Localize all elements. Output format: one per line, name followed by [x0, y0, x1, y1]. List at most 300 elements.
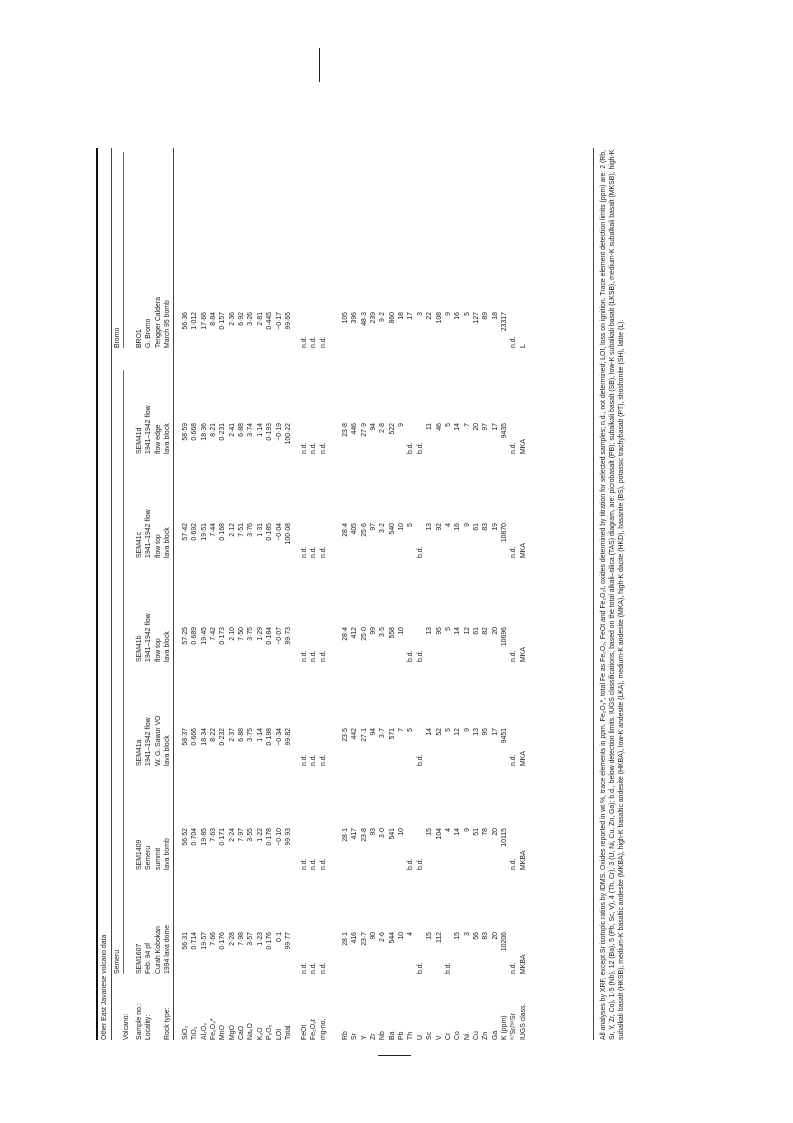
column-header-line: Curah Kobokan: [154, 926, 162, 974]
trace-cell: n.d.: [510, 650, 518, 662]
trace-cell: 9: [463, 728, 471, 732]
major-cell: 0·1: [275, 932, 283, 942]
major-cell: 0·176: [219, 932, 227, 950]
trace-row-label: Pb: [398, 1031, 406, 1040]
trace-cell: 3: [416, 312, 424, 316]
trace-cell: 18: [491, 312, 499, 320]
trace-cell: 93: [370, 828, 378, 836]
trace-cell: 5: [444, 627, 452, 631]
trace-cell: 95: [435, 627, 443, 635]
major-cell: 2·37: [228, 728, 236, 742]
trace-cell: 104: [435, 828, 443, 840]
trace-cell: 9: [463, 828, 471, 832]
trace-cell: 239: [370, 312, 378, 324]
trace-cell: 3·5: [379, 627, 387, 637]
trace-cell: 51: [472, 828, 480, 836]
fe-cell: n.d.: [310, 336, 318, 348]
trace-cell: b.d.: [444, 962, 452, 974]
bromo-underline: [123, 152, 124, 348]
fe-cell: n.d.: [319, 442, 327, 454]
trace-cell: 17: [491, 423, 499, 431]
trace-cell: MKBA: [519, 954, 527, 974]
column-header-line: lava block: [164, 423, 172, 454]
column-header-line: Tengger Caldera: [154, 297, 162, 348]
trace-cell: 97: [370, 523, 378, 531]
trace-row-label: K (ppm): [500, 1015, 508, 1040]
trace-row-label: Cr: [444, 1032, 452, 1040]
fe-row-label: mg-no.: [319, 1018, 327, 1040]
trace-cell: 112: [435, 932, 443, 943]
trace-cell: 92: [435, 523, 443, 531]
column-header-line: March 95 bomb: [164, 300, 172, 348]
fe-cell: n.d.: [301, 336, 308, 348]
major-row-label: TiO₂: [191, 1026, 199, 1040]
major-cell: 18·34: [200, 728, 208, 746]
column-header-line: 1941–1942 flow: [145, 717, 153, 766]
trace-cell: b.d.: [416, 546, 424, 558]
column-header-line: lava block: [164, 631, 172, 662]
major-row-label: P₂O₅: [266, 1024, 274, 1040]
trace-cell: 10: [398, 828, 406, 836]
major-cell: 17·66: [200, 312, 208, 330]
trace-cell: 10: [398, 627, 406, 635]
major-cell: 2·12: [228, 523, 236, 537]
trace-cell: 14: [426, 728, 434, 736]
trace-cell: 25·0: [360, 627, 368, 641]
trace-cell: 20: [491, 932, 499, 940]
trace-cell: 13: [426, 627, 434, 635]
major-cell: 2·41: [228, 423, 236, 437]
major-cell: 1·23: [256, 932, 264, 946]
trace-cell: 5: [407, 728, 415, 732]
table-footnote: All analyses by XRF, except Sr isotopic ratios by IDMS. Oxides reported in wt %, trace elements in ppm. Fe₂O₃*, total Fe as Fe₂O₃; FeOt and Fe₂O₃t, oxides determined by titration for selected samples; n.d., not determined; LOI, loss on ignition. Trace element detection limits (ppm) are: 2 (Rb, Sr, Y, Zr, Co), 1·5 (Nb), 12 (Ba), 5 (Pb, Sc, V), 4 (Th, Cr), 3 (U, Ni, Cu, Zn, Ga); b.d., below detection limits. IUGS classifications, based on the total alkali–silica (TAS) diagram, are: picrobasalt (PB), subalkali basalt (SB), low-K subalkali basalt (LKSB), medium-K subalkali basalt (MKSB), high-K subalkali basalt (HKSB), medium-K basaltic andesite (MKBA), high-K basaltic andesite (HKBA), low-K andesite (LKA), medium-K andesite (MKA), high-K dacite (HKD), basanite (BS), potassic trachybasalt (PT), shoshonite (SH), latite (L).: [600, 149, 625, 1040]
trace-row-label: Zr: [370, 1033, 378, 1040]
trace-cell: 108: [435, 312, 443, 324]
trace-cell: 13: [426, 523, 434, 531]
fe-cell: n.d.: [310, 650, 318, 662]
column-header-line: SEM41d: [136, 427, 143, 454]
trace-row-label: IUGS class.: [519, 1003, 527, 1040]
trace-row-label: V: [435, 1035, 443, 1040]
trace-cell: 5: [444, 423, 452, 427]
header-label: Locality:: [145, 1014, 153, 1040]
trace-cell: 78: [482, 828, 490, 836]
major-row-label: K₂O: [256, 1027, 264, 1040]
trace-cell: 4: [407, 932, 415, 936]
trace-cell: 56: [472, 932, 480, 940]
major-cell: −0·17: [275, 312, 283, 330]
fe-cell: n.d.: [319, 650, 327, 662]
major-cell: 58·59: [182, 423, 189, 441]
trace-cell: 3·2: [379, 523, 387, 533]
major-cell: 2·24: [228, 828, 236, 842]
fe-cell: n.d.: [301, 546, 308, 558]
major-cell: 0·714: [191, 932, 199, 950]
column-header-line: 1941–1942 flow: [145, 405, 153, 454]
trace-cell: 3: [463, 932, 471, 936]
fe-cell: n.d.: [319, 336, 327, 348]
major-cell: 3·26: [247, 312, 255, 326]
major-cell: 3·75: [247, 728, 255, 742]
fe-cell: n.d.: [310, 754, 318, 766]
major-cell: 99·65: [284, 312, 292, 330]
trace-cell: MKA: [519, 543, 527, 558]
major-cell: 7·42: [210, 627, 218, 641]
major-cell: 0·689: [191, 627, 199, 645]
major-cell: 56·36: [182, 312, 189, 330]
trace-cell: 52: [435, 728, 443, 736]
column-header-line: flow edge: [154, 424, 162, 454]
trace-cell: 20: [491, 828, 499, 836]
major-cell: 1·14: [256, 423, 264, 437]
trace-cell: 61: [472, 627, 480, 635]
column-header-line: SEM41c: [136, 531, 143, 558]
trace-cell: 16: [454, 523, 462, 531]
trace-cell: b.d.: [416, 858, 424, 870]
trace-cell: b.d.: [416, 442, 424, 454]
trace-cell: 48·3: [360, 312, 368, 326]
trace-cell: 10206: [500, 932, 508, 952]
major-cell: 0·704: [191, 828, 199, 846]
trace-row-label: Ni: [463, 1033, 471, 1040]
major-cell: −0·34: [275, 728, 283, 746]
trace-cell: 99: [370, 627, 378, 635]
trace-cell: 10696: [500, 627, 508, 647]
trace-cell: 9: [444, 312, 452, 316]
column-header-line: flow top: [154, 638, 162, 662]
major-cell: 3·74: [247, 423, 255, 437]
major-cell: 3·55: [247, 828, 255, 842]
semeru-underline: [123, 370, 124, 974]
trace-cell: 541: [388, 828, 396, 840]
major-cell: 0·171: [219, 828, 227, 846]
trace-cell: 17: [407, 312, 415, 320]
trace-cell: 83: [482, 523, 490, 531]
major-cell: 0·232: [219, 728, 227, 746]
trace-cell: 12: [463, 627, 471, 635]
trace-row-label: ⁸⁷Sr/⁸⁶Sr: [510, 1013, 518, 1040]
major-cell: 99·73: [284, 627, 292, 645]
column-header-line: lava bomb: [164, 838, 172, 870]
trace-cell: 19: [491, 523, 499, 531]
trace-cell: 405: [351, 523, 359, 535]
major-cell: 8·22: [210, 728, 218, 742]
table-title: Other East Javanese volcano data: [101, 934, 108, 1040]
column-header-line: SEM1409: [136, 839, 143, 870]
trace-cell: 3·0: [379, 828, 387, 838]
major-cell: 1·012: [191, 312, 199, 330]
trace-cell: 94: [370, 423, 378, 431]
trace-cell: 5: [444, 728, 452, 732]
major-cell: 0·176: [266, 932, 274, 950]
trace-cell: 23·7: [360, 932, 368, 946]
major-cell: 0·198: [266, 728, 274, 746]
trace-cell: 20: [491, 627, 499, 635]
trace-cell: 416: [351, 932, 359, 944]
major-cell: 7·98: [238, 932, 246, 946]
fe-cell: n.d.: [301, 754, 308, 766]
trace-cell: 446: [351, 423, 359, 435]
trace-cell: 28·4: [342, 523, 349, 537]
major-cell: 99·82: [284, 728, 292, 746]
trace-cell: 46: [435, 423, 443, 431]
title-rule: [111, 148, 112, 1040]
trace-cell: 9: [398, 423, 406, 427]
trace-cell: 5: [407, 523, 415, 527]
trace-cell: n.d.: [510, 754, 518, 766]
major-row-label: Al₂O₃: [200, 1023, 208, 1040]
column-header-line: 1941–1942 flow: [145, 613, 153, 662]
trace-cell: 540: [388, 523, 396, 535]
column-header-line: 1994 lava dome: [164, 924, 172, 974]
major-cell: 57·42: [182, 523, 189, 541]
trace-row-label: Rb: [342, 1031, 349, 1040]
trace-cell: b.d.: [407, 858, 415, 870]
major-cell: 7·51: [238, 523, 246, 537]
fe-cell: n.d.: [319, 962, 327, 974]
header-label: Sample no.:: [136, 1003, 143, 1040]
major-cell: 2·10: [228, 627, 236, 641]
major-cell: 0·445: [266, 312, 274, 330]
trace-cell: 412: [351, 627, 359, 639]
trace-cell: 571: [388, 728, 396, 740]
trace-cell: 61: [472, 523, 480, 531]
major-row-label: CaO: [238, 1025, 246, 1040]
major-cell: 3·76: [247, 523, 255, 537]
major-row-label: Fe₂O₃*: [210, 1018, 218, 1040]
trace-cell: 522: [388, 423, 396, 435]
fe-cell: n.d.: [301, 858, 308, 870]
trace-row-label: Th: [407, 1031, 415, 1040]
major-cell: 8·21: [210, 423, 218, 437]
trace-cell: b.d.: [416, 650, 424, 662]
trace-cell: b.d.: [416, 962, 424, 974]
trace-cell: n.d.: [510, 336, 518, 348]
fe-row-label: Fe₂O₃t: [310, 1019, 318, 1040]
major-cell: 19·85: [200, 828, 208, 846]
trace-row-label: Ga: [491, 1030, 499, 1040]
trace-cell: 97: [482, 423, 490, 431]
major-cell: 0·692: [191, 523, 199, 541]
major-cell: −0·19: [275, 423, 283, 441]
trace-cell: 23·8: [360, 828, 368, 842]
fe-cell: n.d.: [301, 650, 308, 662]
trace-cell: 15: [454, 932, 462, 940]
major-cell: 18·36: [200, 423, 208, 441]
trace-cell: 14: [454, 828, 462, 836]
major-cell: 0·178: [266, 828, 274, 846]
fe-cell: n.d.: [301, 442, 308, 454]
major-cell: 3·75: [247, 627, 255, 641]
major-cell: 0·231: [219, 423, 227, 441]
major-cell: −0·04: [275, 523, 283, 541]
major-cell: 0·173: [219, 627, 227, 645]
trace-cell: n.d.: [510, 858, 518, 870]
major-cell: 1·14: [256, 728, 264, 742]
major-cell: 56·31: [182, 932, 189, 950]
major-cell: 0·193: [266, 423, 274, 441]
major-cell: 6·92: [238, 312, 246, 326]
column-header-line: SEM41b: [136, 635, 143, 662]
trace-cell: 22: [426, 312, 434, 320]
major-cell: 0·185: [266, 523, 274, 541]
major-row-label: LOI: [275, 1028, 283, 1040]
major-cell: 8·84: [210, 312, 218, 326]
column-header-line: lava block: [164, 735, 172, 766]
column-header-line: lava block: [164, 527, 172, 558]
column-header-line: Semeru: [145, 845, 153, 870]
column-header-line: 1941–1942 flow: [145, 509, 153, 558]
major-cell: 7·63: [210, 828, 218, 842]
major-cell: 3·57: [247, 932, 255, 946]
fe-cell: n.d.: [319, 858, 327, 870]
trace-cell: 5: [463, 312, 471, 316]
trace-cell: 82: [482, 627, 490, 635]
trace-cell: 9: [463, 523, 471, 527]
trace-cell: MKA: [519, 439, 527, 454]
column-header-line: G. Bromo: [145, 318, 153, 348]
major-cell: 2·36: [228, 312, 236, 326]
major-cell: 7·97: [238, 828, 246, 842]
fe-cell: n.d.: [310, 546, 318, 558]
column-header-line: BRO1: [136, 329, 143, 348]
trace-cell: b.d.: [407, 650, 415, 662]
trace-cell: b.d.: [407, 442, 415, 454]
major-cell: 1·31: [256, 523, 264, 537]
rotated-data-table: [96, 148, 700, 1040]
trace-row-label: Co: [454, 1031, 462, 1040]
major-cell: 0·668: [191, 423, 199, 441]
trace-row-label: U: [416, 1035, 424, 1040]
major-row-label: MgO: [228, 1025, 236, 1040]
column-header-line: flow top: [154, 534, 162, 558]
trace-cell: 860: [388, 312, 396, 324]
trace-cell: 89: [482, 312, 490, 320]
trace-cell: MKA: [519, 647, 527, 662]
group-semeru: Semeru: [114, 949, 121, 974]
major-cell: 0·666: [191, 728, 199, 746]
major-row-label: Na₂O: [247, 1023, 255, 1040]
trace-cell: 95: [482, 728, 490, 736]
trace-cell: 15: [426, 828, 434, 836]
major-cell: 6·88: [238, 728, 246, 742]
fe-cell: n.d.: [319, 546, 327, 558]
trace-cell: 27·9: [360, 423, 368, 437]
major-cell: 19·51: [200, 523, 208, 541]
trace-row-label: Zn: [482, 1031, 490, 1040]
trace-cell: 4: [444, 523, 452, 527]
trace-cell: 15: [426, 932, 434, 940]
trace-cell: 11: [426, 423, 434, 431]
major-cell: 57·25: [182, 627, 189, 645]
major-cell: 7·50: [238, 627, 246, 641]
column-header-line: Feb. 94 pf: [145, 942, 153, 974]
trace-cell: 83: [482, 932, 490, 940]
major-cell: −0·10: [275, 828, 283, 846]
trace-cell: 14: [454, 423, 462, 431]
column-header-line: SEM1607: [136, 943, 143, 974]
major-row-label: MnO: [219, 1025, 227, 1040]
fe-cell: n.d.: [301, 962, 308, 974]
trace-cell: 28·1: [342, 932, 349, 946]
fe-row-label: FeOt: [301, 1024, 308, 1040]
trace-cell: 9·2: [379, 312, 387, 322]
major-cell: 0·168: [219, 523, 227, 541]
trace-row-label: Cu: [472, 1031, 480, 1040]
trace-cell: n.d.: [510, 442, 518, 454]
trace-row-label: Sc: [426, 1031, 434, 1040]
trace-cell: 127: [472, 312, 480, 324]
major-row-label: Total: [284, 1025, 292, 1040]
trace-cell: 20: [472, 423, 480, 431]
trace-cell: 10115: [500, 828, 508, 847]
trace-cell: 10870: [500, 523, 508, 543]
major-cell: 99·93: [284, 828, 292, 846]
trace-cell: 28·1: [342, 828, 349, 842]
trace-cell: 18: [398, 312, 406, 320]
trace-cell: 442: [351, 728, 359, 740]
trace-cell: 23·5: [342, 728, 349, 742]
trace-cell: 10: [398, 932, 406, 940]
trace-cell: 7: [398, 728, 406, 732]
trace-cell: n.d.: [510, 546, 518, 558]
trace-cell: 23·8: [342, 423, 349, 437]
major-cell: 7·66: [210, 932, 218, 946]
major-cell: 58·37: [182, 728, 189, 746]
crop-mark-top: [319, 48, 320, 82]
trace-cell: 10: [398, 523, 406, 531]
major-cell: 7·44: [210, 523, 218, 537]
trace-cell: 9451: [500, 728, 508, 744]
trace-cell: b.d.: [416, 754, 424, 766]
major-cell: −0·07: [275, 627, 283, 645]
major-cell: 19·45: [200, 627, 208, 645]
column-header-line: SEM41a: [136, 739, 143, 766]
trace-cell: 28·4: [342, 627, 349, 641]
column-header-line: W. G. Sawur VO: [154, 715, 162, 766]
fe-cell: n.d.: [310, 962, 318, 974]
trace-row-label: Y: [360, 1035, 368, 1040]
trace-cell: 2·6: [379, 932, 387, 942]
trace-row-label: Nb: [379, 1031, 387, 1040]
major-cell: 100·22: [284, 423, 292, 445]
trace-cell: 105: [342, 312, 349, 324]
column-header-line: summit: [154, 847, 162, 870]
trace-cell: 23317: [500, 312, 508, 332]
major-cell: 19·57: [200, 932, 208, 950]
major-cell: 0·157: [219, 312, 227, 330]
trace-cell: 25·6: [360, 523, 368, 537]
major-cell: 2·81: [256, 312, 264, 326]
major-cell: 56·52: [182, 828, 189, 846]
major-cell: 100·08: [284, 523, 292, 545]
trace-cell: 544: [388, 932, 396, 944]
trace-cell: 7: [463, 423, 471, 427]
fe-cell: n.d.: [310, 442, 318, 454]
trace-cell: 94: [370, 728, 378, 736]
table-top-rule: [96, 148, 98, 1040]
trace-cell: MKBA: [519, 850, 527, 870]
trace-cell: 558: [388, 627, 396, 639]
trace-cell: 4: [444, 828, 452, 832]
fe-cell: n.d.: [319, 754, 327, 766]
major-cell: 6·88: [238, 423, 246, 437]
trace-cell: L: [519, 344, 527, 348]
major-cell: 1·22: [256, 828, 264, 842]
trace-cell: 90: [370, 932, 378, 940]
group-bromo: Bromo: [114, 327, 121, 348]
crop-mark-bottom: [378, 1055, 411, 1056]
